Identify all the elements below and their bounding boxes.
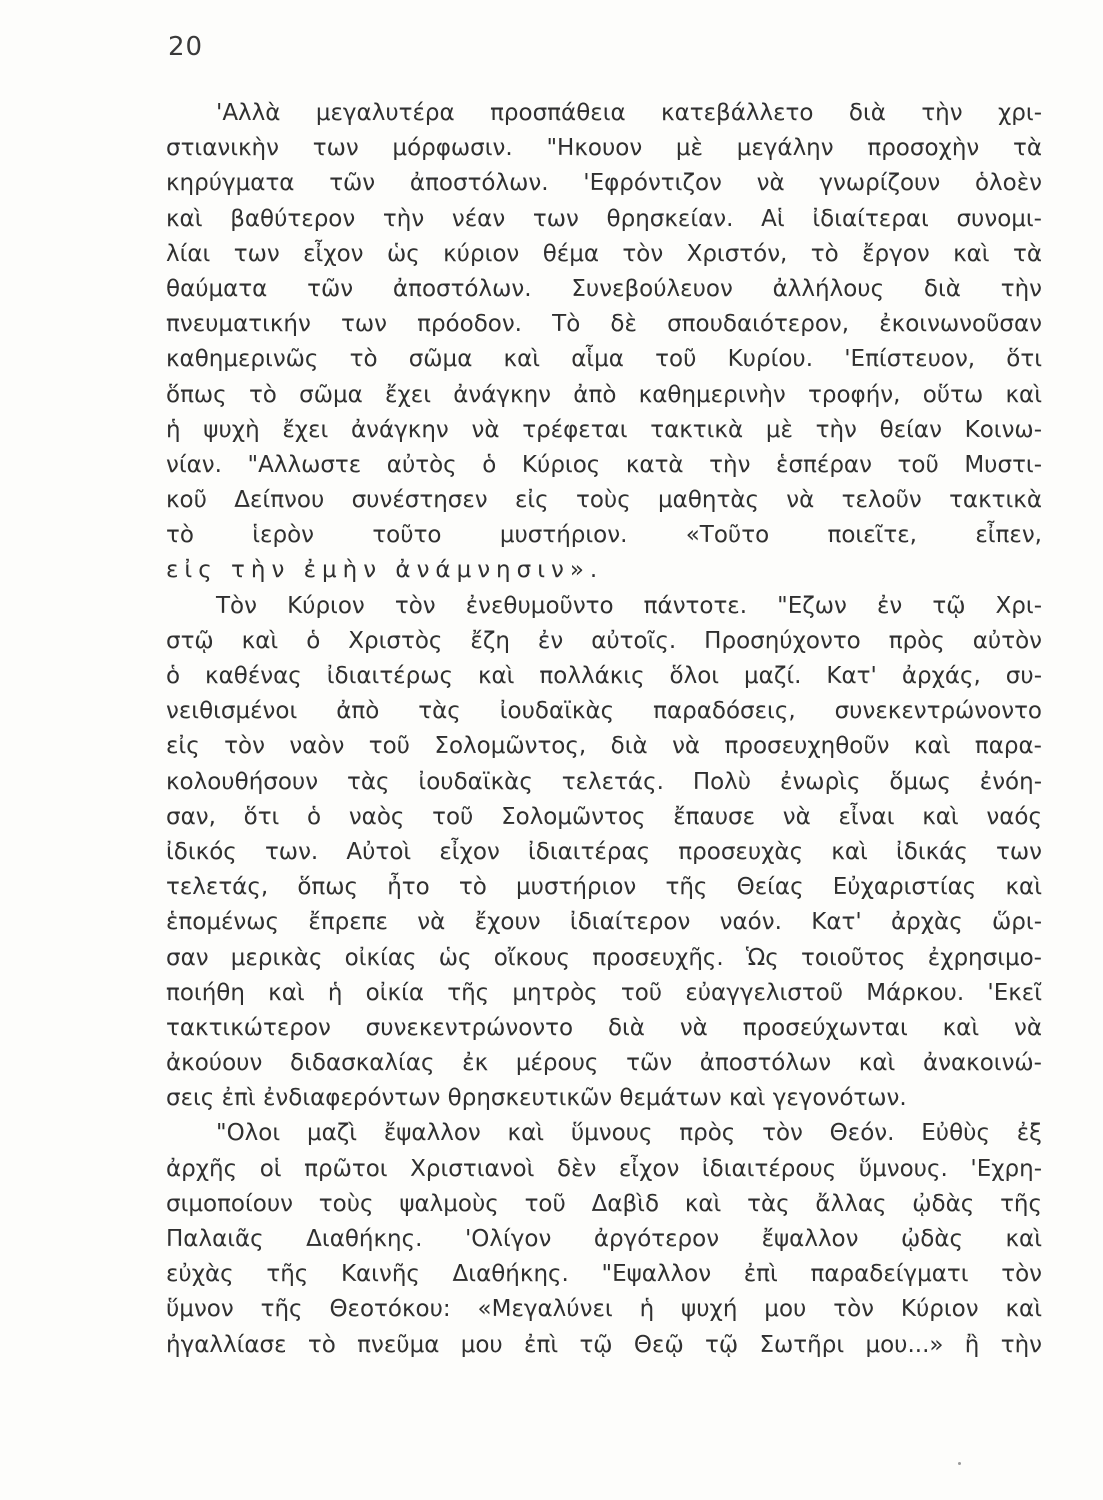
text-line: σεις ἐπὶ ἐνδιαφερόντων θρησκευτικῶν θεμάτων καὶ γεγονότων. (166, 1085, 907, 1112)
text-line: "Ολοι μαζὶ ἔψαλλον καὶ ὕμνους πρὸς τὸν Θεόν. Εὐθὺς ἐξ (216, 1120, 1042, 1147)
text-line: τὸ ἱερὸν τοῦτο μυστήριον. «Τοῦτο ποιεῖτε, εἶπεν, (166, 522, 1042, 549)
text-line: λίαι των εἶχον ὡς κύριον θέμα τὸν Χριστόν, τὸ ἔργον καὶ τὰ (166, 240, 1042, 267)
body-text (166, 96, 1042, 1363)
text-line: ὅπως τὸ σῶμα ἔχει ἀνάγκην ἀπὸ καθημερινὴν τροφήν, οὕτω καὶ (166, 381, 1042, 408)
text-line: Τὸν Κύριον τὸν ἐνεθυμοῦντο πάντοτε. "Εζων ἐν τῷ Χρι- (216, 592, 1042, 619)
text-line: κηρύγματα τῶν ἀποστόλων. 'Εφρόντιζον νὰ γνωρίζουν ὁλοὲν (166, 170, 1042, 197)
text-line: ὕμνον τῆς Θεοτόκου: «Μεγαλύνει ἡ ψυχή μου τὸν Κύριον καὶ (166, 1296, 1042, 1323)
text-line: κοῦ Δείπνου συνέστησεν εἰς τοὺς μαθητὰς νὰ τελοῦν τακτικὰ (166, 487, 1042, 514)
text-line: σαν μερικὰς οἰκίας ὡς οἴκους προσευχῆς. Ὡς τοιοῦτος ἐχρησιμο- (166, 944, 1042, 971)
page-number: 20 (168, 32, 204, 62)
text-line: στῷ καὶ ὁ Χριστὸς ἔζη ἐν αὐτοῖς. Προσηύχοντο πρὸς αὐτὸν (166, 627, 1042, 654)
text-line: θαύματα τῶν ἀποστόλων. Συνεβούλευον ἀλλήλους διὰ τὴν (166, 275, 1042, 302)
text-line: ἀρχῆς οἱ πρῶτοι Χριστιανοὶ δὲν εἶχον ἰδιαιτέρους ὕμνους. 'Εχρη- (166, 1155, 1042, 1182)
text-line: ἑπομένως ἔπρεπε νὰ ἔχουν ἰδιαίτερον ναόν. Κατ' ἀρχὰς ὥρι- (166, 909, 1042, 936)
text-line: ὁ καθένας ἰδιαιτέρως καὶ πολλάκις ὅλοι μαζί. Κατ' ἀρχάς, συ- (166, 663, 1042, 689)
text-line: εἰς τὸν ναὸν τοῦ Σολομῶντος, διὰ νὰ προσευχηθοῦν καὶ παρα- (166, 733, 1042, 760)
text-line: τελετάς, ὅπως ἦτο τὸ μυστήριον τῆς Θείας Εὐχαριστίας καὶ (166, 874, 1042, 901)
text-line: καθημερινῶς τὸ σῶμα καὶ αἷμα τοῦ Κυρίου. 'Επίστευον, ὅτι (166, 346, 1042, 373)
text-line: ἡ ψυχὴ ἔχει ἀνάγκην νὰ τρέφεται τακτικὰ μὲ τὴν θείαν Κοινω- (166, 416, 1042, 443)
text-line: εὐχὰς τῆς Καινῆς Διαθήκης. "Εψαλλον ἐπὶ παραδείγματι τὸν (166, 1261, 1042, 1288)
text-line: πνευματικήν των πρόοδον. Τὸ δὲ σπουδαιότερον, ἐκοινωνοῦσαν (166, 311, 1042, 338)
text-line: σαν, ὅτι ὁ ναὸς τοῦ Σολομῶντος ἔπαυσε νὰ εἶναι καὶ ναός (166, 803, 1042, 830)
text-line: τακτικώτερον συνεκεντρώνοντο διὰ νὰ προσεύχωνται καὶ νὰ (166, 1014, 1042, 1041)
text-line: νίαν. "Αλλωστε αὐτὸς ὁ Κύριος κατὰ τὴν ἑσπέραν τοῦ Μυστι- (166, 451, 1042, 478)
text-line: ἀκούουν διδασκαλίας ἐκ μέρους τῶν ἀποστόλων καὶ ἀνακοινώ- (166, 1050, 1042, 1077)
text-line: εἰς τὴν ἐμὴν ἀνάμνησιν». (166, 557, 604, 584)
text-line: νειθισμένοι ἀπὸ τὰς ἰουδαϊκὰς παραδόσεις, συνεκεντρώνοντο (166, 698, 1042, 725)
text-line: ποιήθη καὶ ἡ οἰκία τῆς μητρὸς τοῦ εὐαγγελιστοῦ Μάρκου. 'Εκεῖ (166, 979, 1042, 1006)
text-line: ἠγαλλίασε τὸ πνεῦμα μου ἐπὶ τῷ Θεῷ τῷ Σωτῆρι μου...» ἢ τὴν (166, 1331, 1042, 1358)
paper-speck (958, 1462, 961, 1465)
text-line: κολουθήσουν τὰς ἰουδαϊκὰς τελετάς. Πολὺ ἐνωρὶς ὅμως ἐνόη- (166, 768, 1042, 795)
text-line: 'Αλλὰ μεγαλυτέρα προσπάθεια κατεβάλλετο διὰ τὴν χρι- (216, 100, 1042, 126)
text-line: σιμοποίουν τοὺς ψαλμοὺς τοῦ Δαβὶδ καὶ τὰς ἄλλας ᾠδὰς τῆς (166, 1190, 1042, 1217)
text-line: καὶ βαθύτερον τὴν νέαν των θρησκείαν. Αἱ ἰδιαίτεραι συνομι- (166, 205, 1042, 232)
text-line: στιανικὴν των μόρφωσιν. "Ηκουον μὲ μεγάλην προσοχὴν τὰ (166, 135, 1042, 162)
text-line: ἰδικός των. Αὐτοὶ εἶχον ἰδιαιτέρας προσευχὰς καὶ ἰδικάς των (166, 838, 1042, 865)
text-line: Παλαιᾶς Διαθήκης. 'Ολίγον ἀργότερον ἔψαλλον ᾠδὰς καὶ (166, 1226, 1042, 1252)
